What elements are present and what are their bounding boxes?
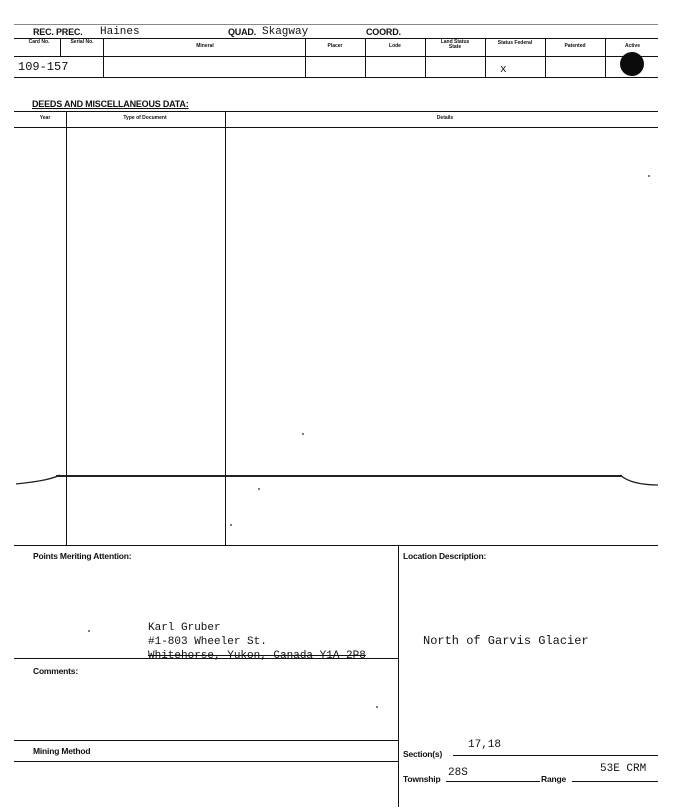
year-header: Year (39, 115, 51, 121)
speck (88, 630, 90, 632)
mineral-header: Mineral (196, 43, 214, 49)
points-address: #1-803 Wheeler St. (148, 636, 267, 648)
rec-prec-value: Haines (100, 26, 140, 38)
fold-line (56, 475, 622, 477)
mining-method-bottom-rule (14, 761, 398, 762)
section-value: 17,18 (468, 739, 502, 751)
comments-rule (14, 658, 398, 659)
location-text: North of Garvis Glacier (423, 634, 589, 648)
active-header: Active (624, 43, 640, 49)
mineral-placer-divider (305, 38, 306, 77)
range-label: Range (541, 774, 566, 784)
township-label: Township (403, 774, 441, 784)
state-federal-divider (485, 38, 486, 77)
points-name: Karl Gruber (148, 622, 221, 634)
year-type-divider (66, 111, 67, 545)
patented-header: Patented (564, 43, 586, 49)
record-bottom-rule (14, 77, 658, 78)
lode-state-divider (425, 38, 426, 77)
details-header: Details (436, 115, 454, 121)
card-no-header: Card No. (28, 39, 50, 45)
section-label: Section(s) (403, 749, 443, 759)
patented-active-divider (605, 38, 606, 77)
mining-method-top-rule (14, 740, 398, 741)
speck (258, 488, 260, 490)
coord-label: COORD. (366, 27, 401, 37)
status-federal-header: Status Federal (497, 40, 533, 46)
placer-header: Placer (327, 43, 343, 49)
deeds-top-rule (14, 111, 658, 112)
comments-label: Comments: (33, 666, 78, 676)
fold-curl-left (14, 472, 62, 486)
type-details-divider (225, 111, 226, 545)
lower-section-rule (14, 545, 658, 546)
lower-center-divider (398, 545, 399, 807)
fold-curl-right (618, 472, 660, 488)
speck (230, 524, 232, 526)
active-hole-punch (620, 52, 644, 76)
lode-header: Lode (389, 43, 401, 49)
speck (648, 175, 650, 177)
quad-value: Skagway (262, 26, 309, 38)
points-label: Points Meriting Attention: (33, 551, 132, 561)
points-city: Whitehorse, Yukon, Canada Y1A 2P8 (148, 650, 366, 662)
land-status-state-header: Land Status State (440, 39, 470, 50)
deeds-section-title: DEEDS AND MISCELLANEOUS DATA: (32, 99, 189, 109)
section-underline (453, 755, 658, 756)
location-label: Location Description: (403, 551, 487, 561)
speck (376, 706, 378, 708)
header-rule (14, 38, 658, 39)
placer-lode-divider (365, 38, 366, 77)
type-of-document-header: Type of Document (123, 115, 167, 121)
top-rule (14, 24, 658, 25)
township-value: 28S (448, 767, 468, 779)
speck (302, 433, 304, 435)
serial-no-header: Serial No. (70, 39, 94, 45)
serial-mineral-divider (103, 38, 104, 77)
deeds-header-rule (14, 127, 658, 128)
township-underline (446, 781, 540, 782)
federal-mark: x (500, 64, 507, 76)
range-value: 53E CRM (600, 763, 647, 775)
card-serial-divider (60, 38, 61, 56)
column-header-rule (14, 56, 658, 57)
card-no-value: 109-157 (18, 60, 69, 74)
mining-method-label: Mining Method (33, 746, 91, 756)
federal-patented-divider (545, 38, 546, 77)
rec-prec-label: REC. PREC. (33, 27, 83, 37)
range-underline (572, 781, 658, 782)
quad-label: QUAD. (228, 27, 256, 37)
